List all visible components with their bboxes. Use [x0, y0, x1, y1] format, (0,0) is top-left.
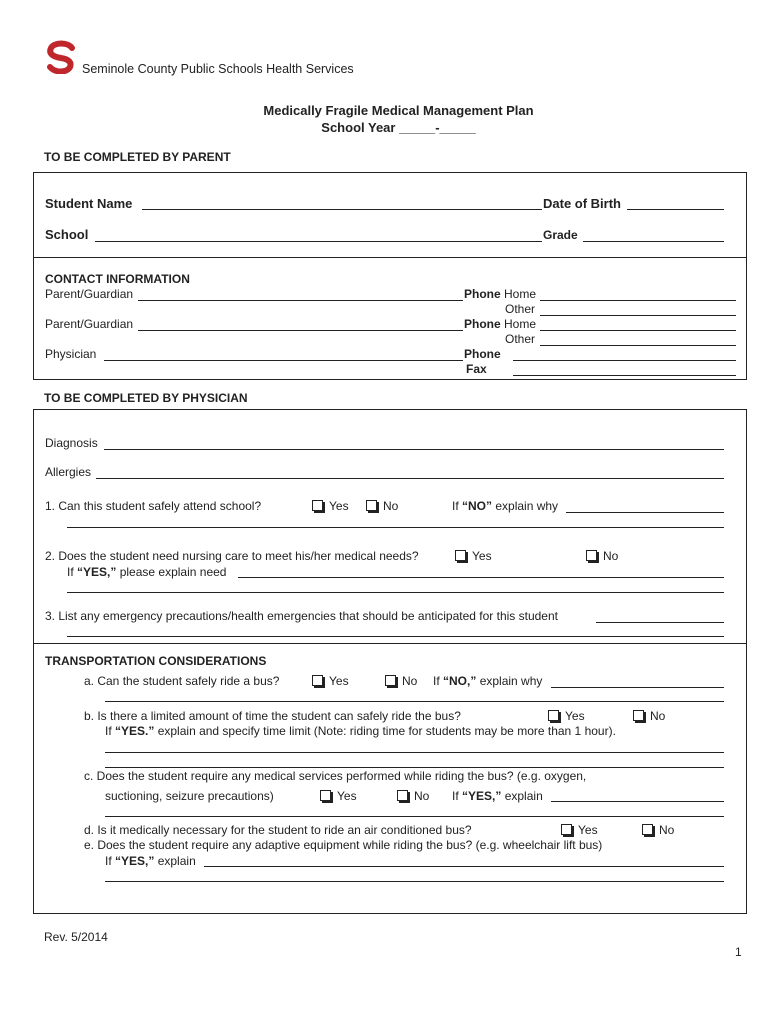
ta-if-label: If “NO,” explain why — [433, 674, 543, 688]
home-label-1: Home — [504, 287, 537, 301]
student-name-field[interactable] — [142, 209, 542, 210]
checkbox-icon — [633, 710, 644, 721]
q2-if-label: If “YES,” please explain need — [67, 565, 227, 579]
scps-logo — [44, 40, 78, 77]
grade-label: Grade — [543, 228, 578, 242]
checkbox-icon — [642, 824, 653, 835]
q1-explain-field[interactable] — [566, 512, 724, 513]
td-text: d. Is it medically necessary for the student to ride an air conditioned bus? — [84, 823, 472, 837]
dob-field[interactable] — [627, 209, 724, 210]
physician-heading: TO BE COMPLETED BY PHYSICIAN — [44, 391, 248, 405]
q2-explain-field[interactable] — [238, 577, 724, 578]
dob-label: Date of Birth — [543, 196, 621, 211]
parent-guardian-2-field[interactable] — [138, 330, 463, 331]
q1-no-checkbox[interactable]: No — [366, 499, 398, 513]
parent-guardian-2-label: Parent/Guardian — [45, 317, 134, 331]
home-label-2: Home — [504, 317, 537, 331]
q2-explain-field-2[interactable] — [67, 592, 724, 593]
q1-explain-field-2[interactable] — [67, 527, 724, 528]
checkbox-icon — [561, 824, 572, 835]
other-label-2: Other — [505, 332, 536, 346]
checkbox-icon — [320, 790, 331, 801]
revision-date: Rev. 5/2014 — [44, 930, 108, 944]
tb-no-checkbox[interactable]: No — [633, 709, 665, 723]
other-phone-2-field[interactable] — [540, 345, 736, 346]
physician-fax-field[interactable] — [513, 375, 736, 376]
tb-if-label: If “YES.” explain and specify time limit (Note: riding time for students may be more than 1 hour). — [105, 724, 616, 738]
tb-explain-field-2[interactable] — [105, 767, 724, 768]
checkbox-icon — [455, 550, 466, 561]
tc-explain-field[interactable] — [551, 801, 724, 802]
other-phone-1-field[interactable] — [540, 315, 736, 316]
checkbox-icon — [366, 500, 377, 511]
te-if-label: If “YES,” explain — [105, 854, 196, 868]
phone-label-1: Phone — [464, 287, 501, 301]
q2-text: 2. Does the student need nursing care to meet his/her medical needs? — [45, 549, 419, 563]
te-explain-field-2[interactable] — [105, 881, 724, 882]
checkbox-icon — [397, 790, 408, 801]
org-name: Seminole County Public Schools Health Services — [82, 62, 354, 76]
school-label: School — [45, 227, 89, 242]
parent-guardian-1-label: Parent/Guardian — [45, 287, 134, 301]
phone-label-3: Phone — [464, 347, 501, 361]
checkbox-icon — [548, 710, 559, 721]
parent-guardian-1-field[interactable] — [138, 300, 463, 301]
home-phone-2-field[interactable] — [540, 330, 736, 331]
ta-yes-checkbox[interactable]: Yes — [312, 674, 349, 688]
other-label-1: Other — [505, 302, 536, 316]
school-year: School Year _____-_____ — [321, 120, 476, 135]
ta-explain-field[interactable] — [551, 687, 724, 688]
q1-yes-checkbox[interactable]: Yes — [312, 499, 349, 513]
student-name-label: Student Name — [45, 196, 133, 211]
q3-explain-field[interactable] — [596, 622, 724, 623]
checkbox-icon — [385, 675, 396, 686]
divider — [33, 257, 747, 258]
te-explain-field[interactable] — [204, 866, 724, 867]
school-field[interactable] — [95, 241, 542, 242]
tc-text-1: c. Does the student require any medical services performed while riding the bus? (e.g. oxygen, — [84, 769, 587, 783]
q3-text: 3. List any emergency precautions/health emergencies that should be anticipated for this student — [45, 609, 558, 623]
allergies-label: Allergies — [45, 465, 92, 479]
tb-explain-field[interactable] — [105, 752, 724, 753]
allergies-field[interactable] — [96, 478, 724, 479]
ta-explain-field-2[interactable] — [105, 701, 724, 702]
checkbox-icon — [586, 550, 597, 561]
physician-field[interactable] — [104, 360, 463, 361]
divider — [33, 643, 747, 644]
ta-text: a. Can the student safely ride a bus? — [84, 674, 280, 688]
contact-heading: CONTACT INFORMATION — [45, 272, 190, 286]
te-text: e. Does the student require any adaptive equipment while riding the bus? (e.g. wheelchair lift bus) — [84, 838, 603, 852]
diagnosis-label: Diagnosis — [45, 436, 98, 450]
phone-label-2: Phone — [464, 317, 501, 331]
q3-explain-field-2[interactable] — [67, 636, 724, 637]
grade-field[interactable] — [583, 241, 724, 242]
checkbox-icon — [312, 500, 323, 511]
q1-explain-label: If “NO” explain why — [452, 499, 559, 513]
diagnosis-field[interactable] — [104, 449, 724, 450]
tb-yes-checkbox[interactable]: Yes — [548, 709, 585, 723]
tc-text-2: suctioning, seizure precautions) — [105, 789, 274, 803]
q2-no-checkbox[interactable]: No — [586, 549, 618, 563]
checkbox-icon — [312, 675, 323, 686]
tc-no-checkbox[interactable]: No — [397, 789, 429, 803]
parent-heading: TO BE COMPLETED BY PARENT — [44, 150, 231, 164]
tc-yes-checkbox[interactable]: Yes — [320, 789, 357, 803]
home-phone-1-field[interactable] — [540, 300, 736, 301]
form-title: Medically Fragile Medical Management Plan — [263, 103, 534, 118]
physician-label: Physician — [45, 347, 97, 361]
tc-if-label: If “YES,” explain — [452, 789, 543, 803]
ta-no-checkbox[interactable]: No — [385, 674, 417, 688]
tc-explain-field-2[interactable] — [105, 816, 724, 817]
fax-label: Fax — [466, 362, 487, 376]
tb-text: b. Is there a limited amount of time the student can safely ride the bus? — [84, 709, 461, 723]
q2-yes-checkbox[interactable]: Yes — [455, 549, 492, 563]
td-no-checkbox[interactable]: No — [642, 823, 674, 837]
physician-phone-field[interactable] — [513, 360, 736, 361]
q1-text: 1. Can this student safely attend school? — [45, 499, 262, 513]
page-number: 1 — [735, 945, 742, 959]
transport-heading: TRANSPORTATION CONSIDERATIONS — [45, 654, 267, 668]
td-yes-checkbox[interactable]: Yes — [561, 823, 598, 837]
